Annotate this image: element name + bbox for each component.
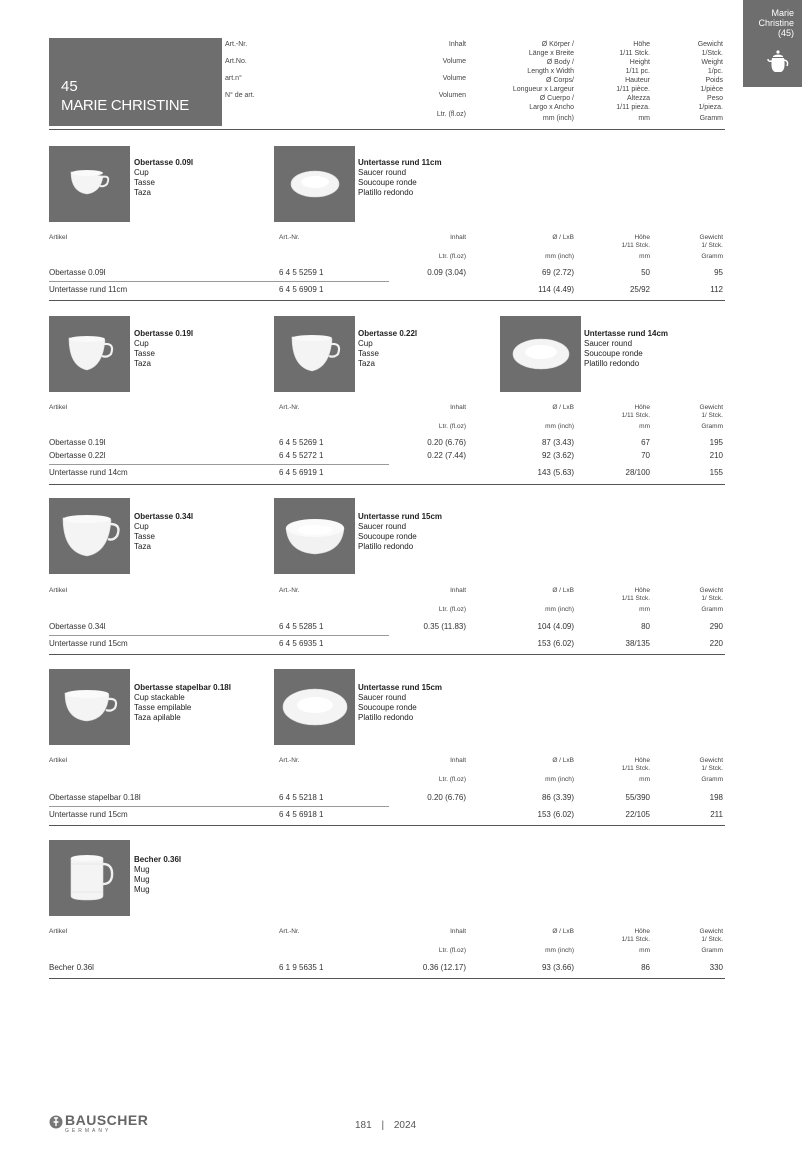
header-weight-legend: Gewicht 1/Stck. Weight 1/pc. Poids 1/pièce Peso 1/pieza. Gramm xyxy=(697,41,723,122)
product-image-cup-022[interactable] xyxy=(274,316,355,392)
cell-dim: 69 (2.72) xyxy=(541,268,574,277)
series-title-block xyxy=(49,38,222,126)
cell-artikel: Untertasse rund 11cm xyxy=(49,285,128,294)
cell-artikel: Obertasse 0.34l xyxy=(49,622,106,631)
unit-mm: mm xyxy=(639,776,650,783)
header-artnr-legend: Art.-Nr. Art.No. art.n° N° de art. xyxy=(225,41,255,99)
col-artikel: Artikel xyxy=(49,928,68,935)
unit-g: Gramm xyxy=(701,606,723,613)
page-year: 2024 xyxy=(393,1120,417,1131)
cell-dim: 153 (6.02) xyxy=(537,810,574,819)
unit-ltr: Ltr. (fl.oz) xyxy=(438,776,466,783)
unit-mm-inch: mm (inch) xyxy=(545,947,574,954)
col-artikel: Artikel xyxy=(49,234,68,241)
product-title-cup-034: Obertasse 0.34l Cup Tasse Taza xyxy=(134,512,194,551)
product-image-cup-stackable[interactable] xyxy=(49,669,130,745)
cell-dim: 87 (3.43) xyxy=(541,438,574,447)
col-artnr: Art.-Nr. xyxy=(279,928,300,935)
cell-artikel: Obertasse 0.09l xyxy=(49,268,106,277)
unit-g: Gramm xyxy=(701,776,723,783)
col-inhalt: Inhalt xyxy=(450,928,466,935)
cell-dim: 143 (5.63) xyxy=(537,468,574,477)
col-dim: Ø / LxB xyxy=(552,587,574,594)
col-artnr: Art.-Nr. xyxy=(279,234,300,241)
cell-dim: 104 (4.09) xyxy=(537,622,574,631)
col-gewicht: Gewicht 1/ Stck. xyxy=(699,757,723,772)
col-artnr: Art.-Nr. xyxy=(279,757,300,764)
unit-mm-inch: mm (inch) xyxy=(545,423,574,430)
cell-gewicht: 210 xyxy=(709,451,723,460)
cell-artikel: Untertasse rund 15cm xyxy=(49,810,128,819)
cell-artikel: Untertasse rund 15cm xyxy=(49,639,128,648)
row-divider xyxy=(49,281,389,282)
cell-artnr: 6 4 5 5259 1 xyxy=(279,268,324,277)
cell-dim: 86 (3.39) xyxy=(541,793,574,802)
col-hoehe: Höhe 1/11 Stck. xyxy=(621,928,650,943)
col-gewicht: Gewicht 1/ Stck. xyxy=(699,404,723,419)
page-separator: | xyxy=(381,1120,385,1131)
cell-inhalt: 0.22 (7.44) xyxy=(427,451,466,460)
cell-inhalt: 0.09 (3.04) xyxy=(427,268,466,277)
section-divider xyxy=(49,300,725,301)
col-inhalt: Inhalt xyxy=(450,234,466,241)
product-image-saucer-14[interactable] xyxy=(500,316,581,392)
col-hoehe: Höhe 1/11 Stck. xyxy=(621,234,650,249)
brand-country: GERMANY xyxy=(65,1128,112,1134)
unit-mm: mm xyxy=(639,947,650,954)
section-divider xyxy=(49,484,725,485)
cell-artnr: 6 1 9 5635 1 xyxy=(279,963,324,972)
cell-hoehe: 86 xyxy=(641,963,650,972)
cell-gewicht: 290 xyxy=(709,622,723,631)
cup-icon xyxy=(49,316,130,392)
cup-large-icon xyxy=(49,498,130,574)
section-divider xyxy=(49,654,725,655)
header-divider xyxy=(49,129,725,130)
product-title-cup-019: Obertasse 0.19l Cup Tasse Taza xyxy=(134,329,194,368)
cell-gewicht: 155 xyxy=(709,468,723,477)
saucer-icon xyxy=(274,146,355,222)
cell-hoehe: 70 xyxy=(641,451,650,460)
unit-ltr: Ltr. (fl.oz) xyxy=(438,253,466,260)
product-title-cup-009: Obertasse 0.09l Cup Tasse Taza xyxy=(134,158,194,197)
product-image-mug[interactable] xyxy=(49,840,130,916)
saucer-icon xyxy=(500,316,581,392)
cell-hoehe: 25/92 xyxy=(629,285,650,294)
series-number: 45 xyxy=(61,78,78,95)
col-dim: Ø / LxB xyxy=(552,757,574,764)
cell-artnr: 6 4 5 5218 1 xyxy=(279,793,324,802)
unit-g: Gramm xyxy=(701,423,723,430)
col-gewicht: Gewicht 1/ Stck. xyxy=(699,234,723,249)
product-title-cup-022: Obertasse 0.22l Cup Tasse Taza xyxy=(358,329,418,368)
col-artikel: Artikel xyxy=(49,587,68,594)
col-gewicht: Gewicht 1/ Stck. xyxy=(699,587,723,602)
page-number: 181 xyxy=(355,1120,372,1131)
teapot-icon xyxy=(767,48,789,74)
cell-artikel: Obertasse 0.19l xyxy=(49,438,106,447)
product-image-saucer-11[interactable] xyxy=(274,146,355,222)
cup-stackable-icon xyxy=(49,669,130,745)
header-dimension-legend: Ø Körper / Länge x Breite Ø Body / Length x Width Ø Corps/ Longueur x Largeur Ø Cuerpo / Largo x Ancho mm (inch) xyxy=(512,41,574,122)
cell-artnr: 6 4 5 6909 1 xyxy=(279,285,324,294)
product-image-cup-034[interactable] xyxy=(49,498,130,574)
cell-hoehe: 55/390 xyxy=(625,793,650,802)
unit-g: Gramm xyxy=(701,253,723,260)
header-height-legend: Höhe 1/11 Stck. Height 1/11 pc. Hauteur 1/11 pièce. Altezza 1/11 pieza. mm xyxy=(616,41,650,122)
product-title-saucer-15: Untertasse rund 15cm Saucer round Soucoupe ronde Platillo redondo xyxy=(358,512,443,551)
saucer-icon xyxy=(274,669,355,745)
header-volume-legend: Inhalt Volume Volume Volumen Ltr. (fl.oz) xyxy=(436,41,466,118)
series-tab-label: Marie Christine (45) xyxy=(758,8,794,38)
col-artnr: Art.-Nr. xyxy=(279,404,300,411)
series-name: MARIE CHRISTINE xyxy=(61,97,190,114)
product-title-saucer-11: Untertasse rund 11cm Saucer round Soucoupe ronde Platillo redondo xyxy=(358,158,442,197)
cell-gewicht: 220 xyxy=(709,639,723,648)
row-divider xyxy=(49,464,389,465)
cell-hoehe: 28/100 xyxy=(625,468,650,477)
unit-g: Gramm xyxy=(701,947,723,954)
col-inhalt: Inhalt xyxy=(450,757,466,764)
cell-hoehe: 50 xyxy=(641,268,650,277)
unit-mm-inch: mm (inch) xyxy=(545,253,574,260)
page-footer xyxy=(355,1120,416,1131)
cell-artnr: 6 4 5 6935 1 xyxy=(279,639,324,648)
cell-artikel: Obertasse stapelbar 0.18l xyxy=(49,793,141,802)
unit-ltr: Ltr. (fl.oz) xyxy=(438,606,466,613)
col-dim: Ø / LxB xyxy=(552,234,574,241)
series-tab[interactable] xyxy=(743,0,802,87)
cell-gewicht: 195 xyxy=(709,438,723,447)
cup-icon xyxy=(274,316,355,392)
col-hoehe: Höhe 1/11 Stck. xyxy=(621,404,650,419)
unit-mm-inch: mm (inch) xyxy=(545,606,574,613)
section-divider xyxy=(49,978,725,979)
mug-icon xyxy=(49,840,130,916)
section-divider xyxy=(49,825,725,826)
product-title-cup-stackable: Obertasse stapelbar 0.18l Cup stackable Tasse empilable Taza apilable xyxy=(134,683,231,722)
unit-mm: mm xyxy=(639,606,650,613)
cell-artnr: 6 4 5 5285 1 xyxy=(279,622,324,631)
product-image-saucer-15[interactable] xyxy=(274,498,355,574)
cell-hoehe: 67 xyxy=(641,438,650,447)
cell-inhalt: 0.20 (6.76) xyxy=(427,793,466,802)
cell-hoehe: 38/135 xyxy=(625,639,650,648)
cell-dim: 153 (6.02) xyxy=(537,639,574,648)
cell-dim: 93 (3.66) xyxy=(541,963,574,972)
cell-dim: 92 (3.62) xyxy=(541,451,574,460)
cell-gewicht: 112 xyxy=(710,285,723,294)
cell-hoehe: 80 xyxy=(641,622,650,631)
cell-inhalt: 0.35 (11.83) xyxy=(423,622,466,631)
cell-inhalt: 0.20 (6.76) xyxy=(427,438,466,447)
product-image-cup-009[interactable] xyxy=(49,146,130,222)
product-title-mug: Becher 0.36l Mug Mug Mug xyxy=(134,855,182,894)
col-artnr: Art.-Nr. xyxy=(279,587,300,594)
row-divider xyxy=(49,806,389,807)
unit-mm-inch: mm (inch) xyxy=(545,776,574,783)
unit-mm: mm xyxy=(639,253,650,260)
col-artikel: Artikel xyxy=(49,404,68,411)
unit-ltr: Ltr. (fl.oz) xyxy=(438,947,466,954)
unit-mm: mm xyxy=(639,423,650,430)
col-hoehe: Höhe 1/11 Stck. xyxy=(621,587,650,602)
brand-name: BAUSCHER xyxy=(65,1112,149,1128)
cell-artikel: Becher 0.36l xyxy=(49,963,94,972)
cell-gewicht: 211 xyxy=(710,810,723,819)
col-artikel: Artikel xyxy=(49,757,68,764)
cell-gewicht: 198 xyxy=(709,793,723,802)
cell-artnr: 6 4 5 6919 1 xyxy=(279,468,324,477)
cell-dim: 114 (4.49) xyxy=(538,285,574,294)
product-title-saucer-15b: Untertasse rund 15cm Saucer round Soucoupe ronde Platillo redondo xyxy=(358,683,443,722)
col-dim: Ø / LxB xyxy=(552,928,574,935)
cup-small-icon xyxy=(49,146,130,222)
row-divider xyxy=(49,635,389,636)
col-hoehe: Höhe 1/11 Stck. xyxy=(621,757,650,772)
cell-hoehe: 22/105 xyxy=(625,810,650,819)
unit-ltr: Ltr. (fl.oz) xyxy=(438,423,466,430)
cell-artikel: Obertasse 0.22l xyxy=(49,451,106,460)
product-title-saucer-14: Untertasse rund 14cm Saucer round Soucoupe ronde Platillo redondo xyxy=(584,329,669,368)
cell-artikel: Untertasse rund 14cm xyxy=(49,468,128,477)
col-inhalt: Inhalt xyxy=(450,404,466,411)
cell-gewicht: 330 xyxy=(709,963,723,972)
product-image-saucer-15b[interactable] xyxy=(274,669,355,745)
col-inhalt: Inhalt xyxy=(450,587,466,594)
col-gewicht: Gewicht 1/ Stck. xyxy=(699,928,723,943)
product-image-cup-019[interactable] xyxy=(49,316,130,392)
brand-emblem-icon xyxy=(49,1114,63,1130)
saucer-deep-icon xyxy=(274,498,355,574)
cell-gewicht: 95 xyxy=(714,268,723,277)
cell-artnr: 6 4 5 5269 1 xyxy=(279,438,324,447)
cell-inhalt: 0.36 (12.17) xyxy=(422,963,466,972)
col-dim: Ø / LxB xyxy=(552,404,574,411)
cell-artnr: 6 4 5 5272 1 xyxy=(279,451,324,460)
cell-artnr: 6 4 5 6918 1 xyxy=(279,810,324,819)
